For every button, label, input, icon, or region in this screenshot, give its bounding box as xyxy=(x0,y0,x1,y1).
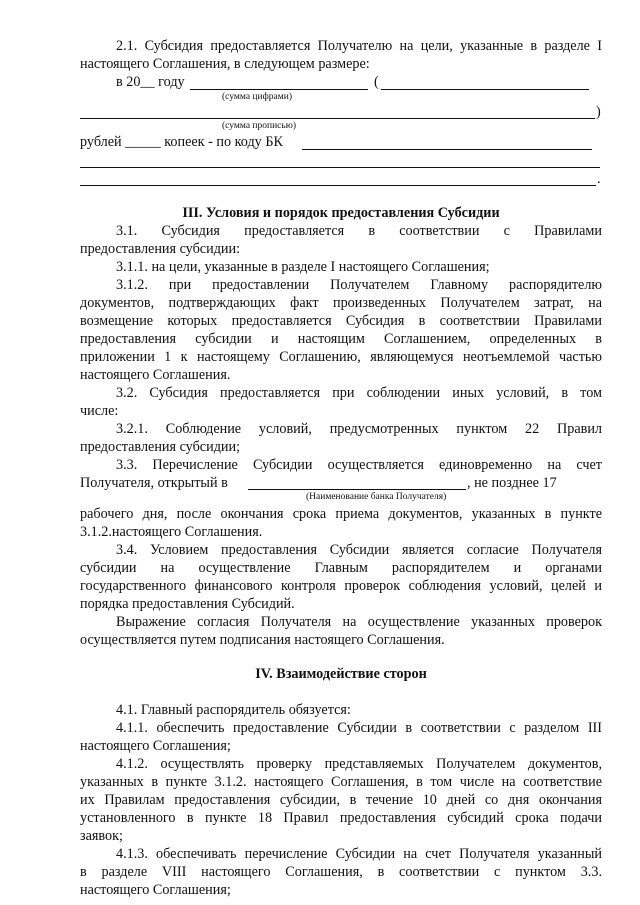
s3-line: субсидии на осуществление Главным распорядителем и органами xyxy=(80,560,602,576)
paren-close: ) xyxy=(596,104,601,120)
s3-line: 3.2. Субсидия предоставляется при соблюдении иных условий, в том xyxy=(116,385,602,401)
s3-line: 3.3. Перечисление Субсидии осуществляется единовременно на счет xyxy=(116,457,602,473)
rubles-kopecks-label: рублей _____ копеек - по коду БК xyxy=(80,134,283,150)
s3-line: 3.1.2.настоящего Соглашения. xyxy=(80,524,263,540)
s4-line: настоящего Соглашения; xyxy=(80,882,231,898)
account-prefix: Получателя, открытый в xyxy=(80,475,228,491)
section-3-heading: III. Условия и порядок предоставления Субсидии xyxy=(182,205,500,221)
budget-code-blank xyxy=(302,149,592,150)
final-dot: . xyxy=(597,171,601,187)
bank-name-blank xyxy=(248,489,466,490)
s4-line: настоящего Соглашения; xyxy=(80,738,231,754)
paren-open: ( xyxy=(374,74,379,90)
s3-line: порядка предоставления Субсидий. xyxy=(80,596,295,612)
s4-line: их Правилам предоставления субсидии, в течение 10 дней со дня окончания xyxy=(80,792,602,808)
amount-words-blank xyxy=(381,89,589,90)
caption-bank-name: (Наименование банка Получателя) xyxy=(306,492,447,502)
s3-line: предоставления субсидии; xyxy=(80,439,241,455)
s3-line: документов, подтверждающих факт произведенных Получателем затрат, на xyxy=(80,295,602,311)
section-4-heading: IV. Взаимодействие сторон xyxy=(255,666,427,682)
s3-line: предоставления субсидии: xyxy=(80,241,241,257)
s3-line: рабочего дня, после окончания срока приема документов, указанных в пункте xyxy=(80,506,602,522)
paragraph-2-1-line: 2.1. Субсидия предоставляется Получателю на цели, указанные в разделе I xyxy=(116,38,602,54)
s3-line: 3.2.1. Соблюдение условий, предусмотренных пунктом 22 Правил xyxy=(116,421,602,437)
s4-line: 4.1.3. обеспечивать перечисление Субсидии на счет Получателя указанный xyxy=(116,846,602,862)
s4-line: 4.1.1. обеспечить предоставление Субсидии в соответствии с разделом III xyxy=(116,720,602,736)
budget-code-blank-line2 xyxy=(80,167,600,168)
account-suffix: , не позднее 17 xyxy=(467,475,557,491)
paragraph-2-1-line: настоящего Соглашения, в следующем размере: xyxy=(80,56,370,72)
s3-line: предоставления субсидии и настоящим Соглашением, определенных в xyxy=(80,331,602,347)
caption-sum-digits: (сумма цифрами) xyxy=(222,92,292,102)
amount-digits-blank xyxy=(190,89,368,90)
s3-line: 3.1.1. на цели, указанные в разделе I настоящего Соглашения; xyxy=(116,259,490,275)
budget-code-blank-line3 xyxy=(80,185,596,186)
caption-sum-words: (сумма прописью) xyxy=(222,121,296,131)
s3-line: настоящего Соглашения. xyxy=(80,367,231,383)
s3-line: 3.1. Субсидия предоставляется в соответствии с Правилами xyxy=(116,223,602,239)
s3-line: приложении 1 к настоящему Соглашению, являющемуся неотъемлемой частью xyxy=(80,349,602,365)
s4-line: указанных в пункте 3.1.2. настоящего Соглашения, в том числе на соответствие xyxy=(80,774,602,790)
s3-line: 3.1.2. при предоставлении Получателем Главному распорядителю xyxy=(116,277,602,293)
s3-line: осуществляется путем подписания настоящего Соглашения. xyxy=(80,632,445,648)
s3-line: числе: xyxy=(80,403,119,419)
s4-line: заявок; xyxy=(80,828,123,844)
s4-line: в разделе VIII настоящего Соглашения, в соответствии с пунктом 3.3. xyxy=(80,864,602,880)
year-label: в 20__ году xyxy=(116,74,185,90)
s3-line: возмещение которых предоставляется Субсидия в соответствии Правилами xyxy=(80,313,602,329)
s3-line: 3.4. Условием предоставления Субсидии является согласие Получателя xyxy=(116,542,602,558)
s4-line: 4.1. Главный распорядитель обязуется: xyxy=(116,702,351,718)
s4-line: 4.1.2. осуществлять проверку представляемых Получателем документов, xyxy=(116,756,602,772)
s3-line: Выражение согласия Получателя на осуществление указанных проверок xyxy=(116,614,602,630)
amount-words-blank-line2 xyxy=(80,118,595,119)
s3-line: государственного финансового контроля проверок соблюдения условий, целей и xyxy=(80,578,602,594)
s4-line: установленного в пункте 18 Правил предоставления субсидий срока подачи xyxy=(80,810,602,826)
